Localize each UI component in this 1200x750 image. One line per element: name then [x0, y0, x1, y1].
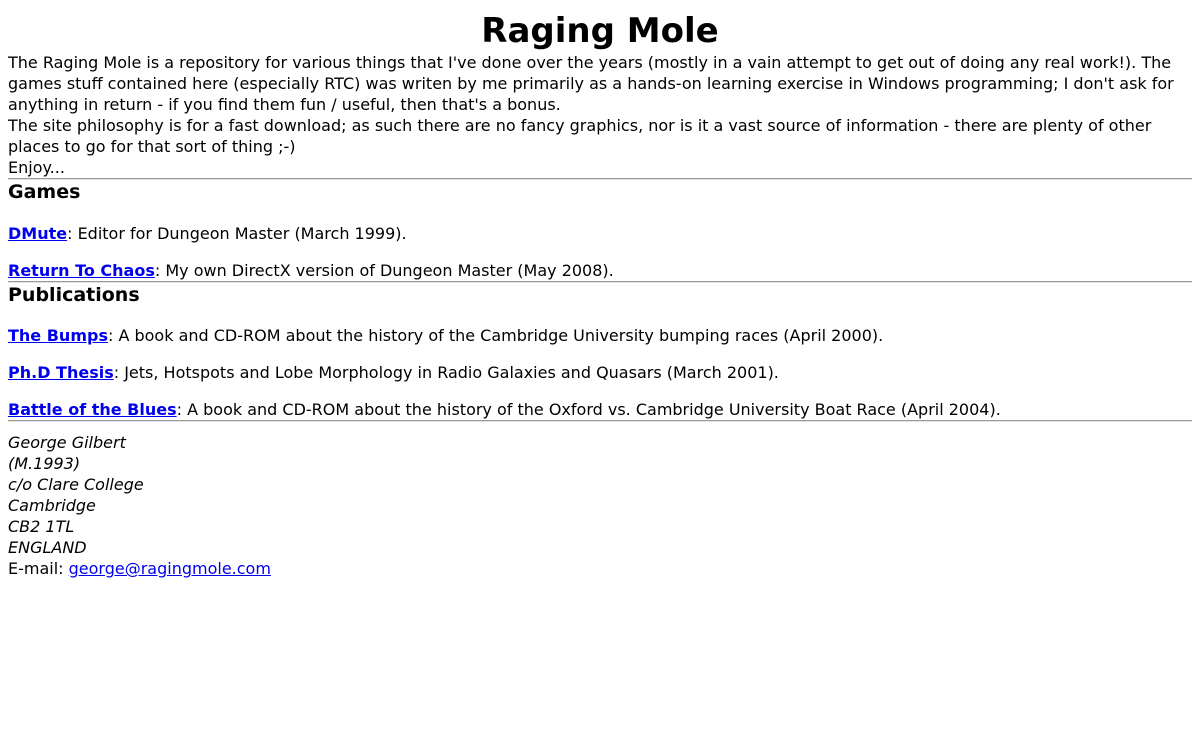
- address-city: Cambridge: [8, 496, 96, 515]
- phd-thesis-description: : Jets, Hotspots and Lobe Morphology in Radio Galaxies and Quasars (March 2001).: [113, 363, 779, 382]
- games-heading: Games: [8, 181, 81, 203]
- publications-entry-battle-of-the-blues: [8, 399, 1192, 420]
- games-entry-dmute: [8, 223, 1192, 244]
- publications-entry-phd-thesis: [8, 362, 1192, 383]
- page-title: Raging Mole: [481, 11, 719, 51]
- address-country: ENGLAND: [8, 538, 87, 557]
- dmute-description: : Editor for Dungeon Master (March 1999).: [67, 224, 407, 243]
- the-bumps-description: : A book and CD-ROM about the history of the Cambridge University bumping races (April 2000).: [107, 326, 884, 345]
- return-to-chaos-description: : My own DirectX version of Dungeon Master (May 2008).: [154, 261, 614, 280]
- return-to-chaos-link[interactable]: Return To Chaos: [8, 261, 155, 280]
- address-name: George Gilbert: [8, 433, 126, 452]
- contact-address: [8, 432, 1192, 579]
- address-matriculation: (M.1993): [8, 454, 81, 473]
- the-bumps-link[interactable]: The Bumps: [8, 326, 108, 345]
- intro-paragraph-philosophy: The site philosophy is for a fast download; as such there are no fancy graphics, nor is it a vast source of information - there are plenty of other places to go for that sort of thing ;-): [8, 116, 1152, 156]
- address-postcode: CB2 1TL: [8, 517, 75, 536]
- games-entry-return-to-chaos: [8, 260, 1192, 281]
- battle-of-the-blues-link[interactable]: Battle of the Blues: [8, 400, 177, 419]
- divider-after-publications: [8, 420, 1192, 422]
- email-label: E-mail:: [8, 559, 69, 578]
- intro-paragraph-enjoy: Enjoy...: [8, 158, 65, 177]
- battle-of-the-blues-description: : A book and CD-ROM about the history of the Oxford vs. Cambridge University Boat Race (April 2004).: [176, 400, 1001, 419]
- email-link[interactable]: george@ragingmole.com: [68, 559, 271, 578]
- intro-paragraph-repository: The Raging Mole is a repository for various things that I've done over the years (mostly in a vain attempt to get out of doing any real work!). The games stuff contained here (especially RTC) was writen by me primarily as a hands-on learning exercise in Windows programming; I don't ask for anything in return - if you find them fun / useful, then that's a bonus.: [8, 53, 1174, 114]
- phd-thesis-link[interactable]: Ph.D Thesis: [8, 363, 114, 382]
- email-line: [8, 558, 1192, 579]
- publications-entry-the-bumps: [8, 325, 1192, 346]
- publications-heading: Publications: [8, 284, 140, 306]
- dmute-link[interactable]: DMute: [8, 224, 68, 243]
- address-college: c/o Clare College: [8, 475, 144, 494]
- page: [0, 10, 1200, 579]
